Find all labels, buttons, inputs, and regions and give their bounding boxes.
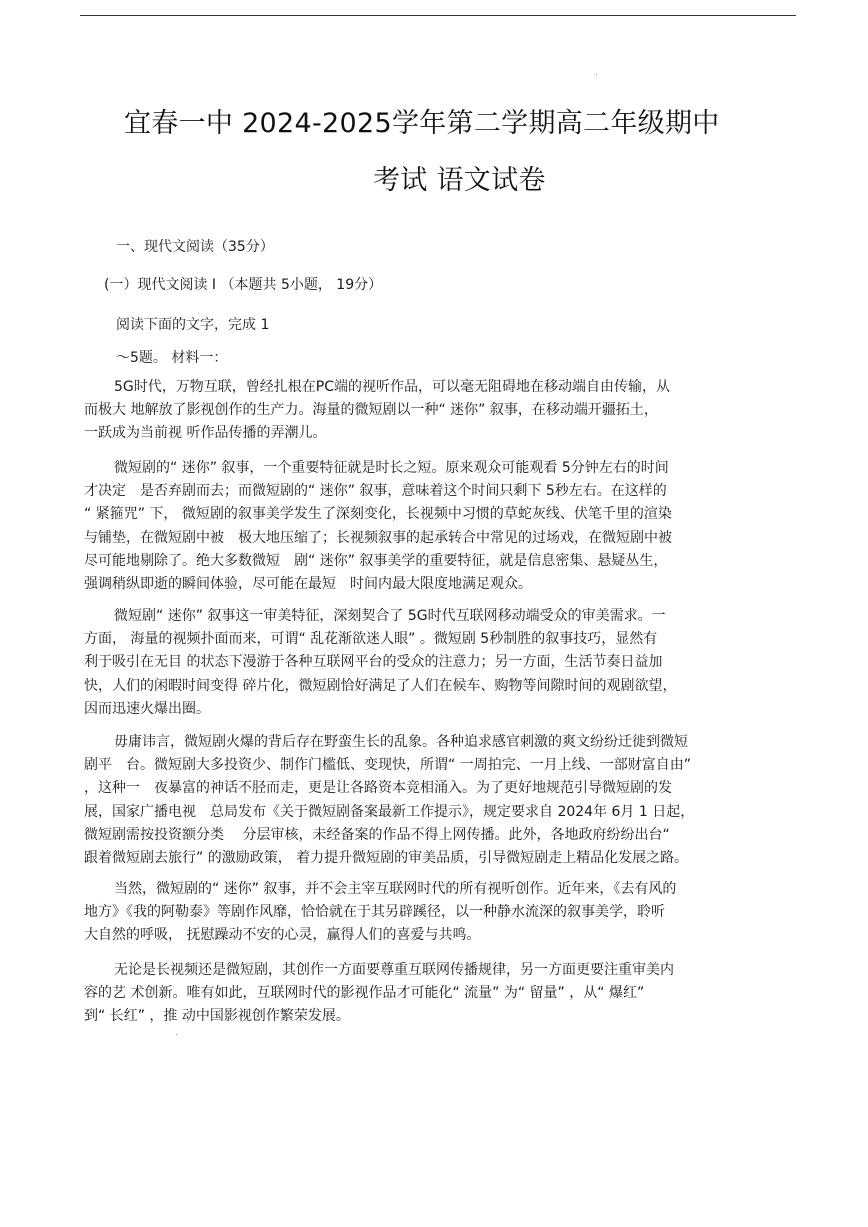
paragraph-line: 与铺垫，在微短剧中被 极大地压缩了；长视频叙事的起承转合中常见的过场戏，在微短剧中被 (84, 529, 672, 546)
paragraph-line: 地方》《我的阿勒泰》等剧作风靡，恰恰就在于其另辟蹊径，以一种静水流深的叙事美学，聆听 (84, 904, 665, 921)
paragraph-line: 强调稍纵即逝的瞬间体验，尽可能在最短 时间内最大限度地满足观众。 (84, 575, 532, 592)
paragraph-line: 当然，微短剧的“ 迷你” 叙事，并不会主宰互联网时代的所有视听创作。近年来，《去有风的 (114, 881, 677, 897)
paragraph-line: 到“ 长红” ，推 动中国影视创作繁荣发展。 (84, 1008, 350, 1025)
paragraph-line: ，这种一 夜暴富的神话不胫而走，更是让各路资本竞相涌入。为了更好地规范引导微短剧的发 (84, 780, 672, 797)
sub-heading: (一）现代文阅读 I （本题共 5小题， 19分） (104, 277, 383, 293)
paragraph-4 (84, 731, 764, 870)
paragraph-line: 大自然的呼吸， 抚慰躁动不安的心灵，赢得人们的喜爱与共鸣。 (84, 927, 481, 944)
paragraph-6 (84, 959, 764, 1029)
scan-speck (596, 74, 597, 75)
paragraph-line: “ 紧箍咒” 下， 微短剧的叙事美学发生了深刻变化，长视频中习惯的草蛇灰线、伏笔千里的渲染 (84, 506, 672, 523)
section-heading: 一、现代文阅读（35分） (116, 239, 274, 255)
document-title-line-1: 宜春一中 2024-2025学年第二学期高二年级期中 (124, 108, 720, 139)
document-title-line-2: 考试 语文试卷 (373, 165, 546, 196)
paragraph-line: 才决定 是否弃剧而去；而微短剧的“ 迷你” 叙事，意味着这个时间只剩下 5秒左右。在这样的 (84, 483, 667, 500)
instruction-line-1: 阅读下面的文字，完成 1 (116, 317, 270, 333)
paragraph-line: 尽可能地剔除了。绝大多数微短 剧“ 迷你” 叙事美学的重要特征，就是信息密集、悬疑丛生， (84, 552, 668, 569)
paragraph-line: 5G时代，万物互联，曾经扎根在PC端的视听作品，可以毫无阻碍地在移动端自由传输，从 (114, 379, 670, 395)
scan-speck (176, 1034, 177, 1035)
paragraph-line: 微短剧“ 迷你” 叙事这一审美特征，深刻契合了 5G时代互联网移动端受众的审美需求。一 (114, 608, 666, 624)
instruction-line-2: ～5题。 材料一： (116, 350, 228, 366)
paragraph-2 (84, 457, 764, 596)
paragraph-1 (84, 376, 764, 446)
paragraph-line: 微短剧需按投资额分类 分层审核，未经备案的作品不得上网传播。此外，各地政府纷纷出台“ (84, 826, 670, 843)
paragraph-line: 利于吸引在无目 的状态下漫游于各种互联网平台的受众的注意力；另一方面，生活节奏日益加 (84, 654, 663, 671)
paragraph-line: 展，国家广播电视 总局发布《关于微短剧备案最新工作提示》，规定要求自 2024年 6月 1 日起， (84, 803, 695, 820)
paragraph-line: 方面， 海量的视频扑面而来，可谓“ 乱花渐欲迷人眼” 。微短剧 5秒制胜的叙事技巧，显然有 (84, 631, 658, 648)
paragraph-line: 而极大 地解放了影视创作的生产力。海量的微短剧以一种“ 迷你” 叙事，在移动端开疆拓土， (84, 402, 658, 419)
paragraph-line: 一跃成为当前视 听作品传播的弄潮儿。 (84, 425, 327, 442)
paragraph-5 (84, 878, 764, 948)
paragraph-line: 容的艺 术创新。唯有如此，互联网时代的影视作品才可能化“ 流量” 为“ 留量” ，从“ 爆红” (84, 985, 645, 1002)
paragraph-line: 跟着微短剧去旅行” 的激励政策， 着力提升微短剧的审美品质，引导微短剧走上精品化发展之路。 (84, 849, 689, 866)
paragraph-line: 剧平 台。微短剧大多投资少、制作门槛低、变现快，所谓“ 一周拍完、一月上线、一部财富自由” (84, 757, 691, 774)
paragraph-line: 因而迅速火爆出圈。 (84, 700, 210, 717)
paragraph-line: 无论是长视频还是微短剧，其创作一方面要尊重互联网传播规律，另一方面更要注重审美内 (114, 962, 674, 978)
paragraph-line: 快，人们的闲暇时间变得 碎片化，微短剧恰好满足了人们在候车、购物等间隙时间的观剧欲望， (84, 677, 677, 694)
paragraph-3 (84, 605, 764, 721)
top-rule (80, 15, 796, 16)
paragraph-line: 微短剧的“ 迷你” 叙事，一个重要特征就是时长之短。原来观众可能观看 5分钟左右的时间 (114, 460, 669, 476)
paragraph-line: 毋庸讳言，微短剧火爆的背后存在野蛮生长的乱象。各种追求感官刺激的爽文纷纷迁徙到微短 (114, 734, 688, 750)
